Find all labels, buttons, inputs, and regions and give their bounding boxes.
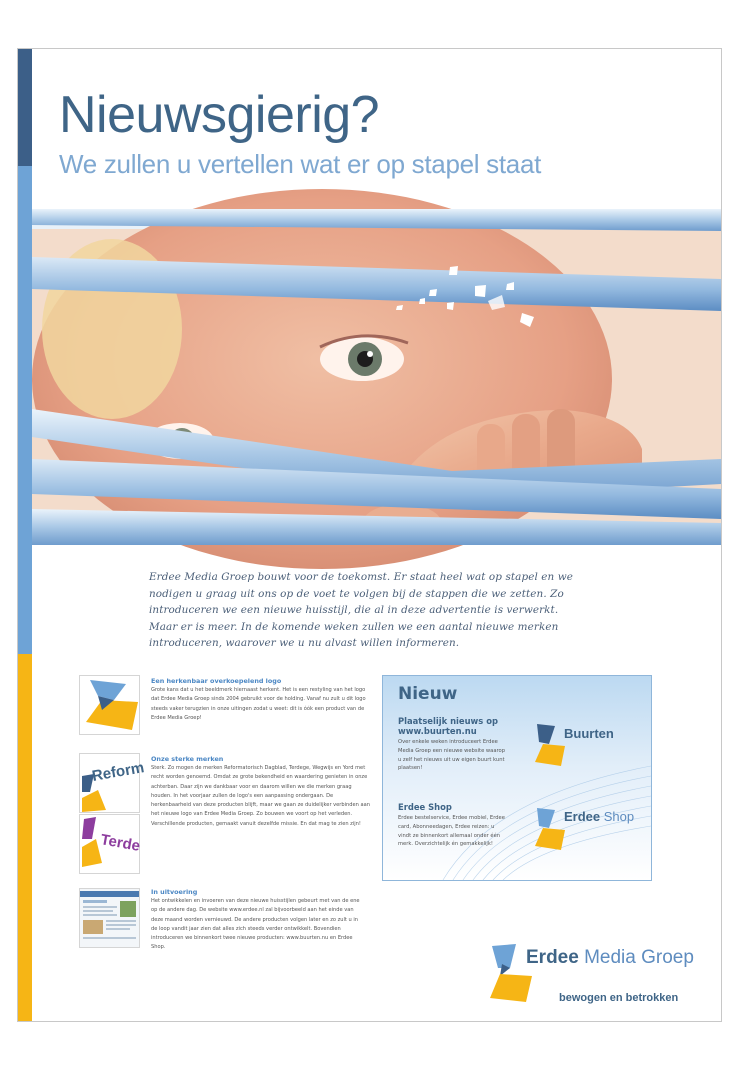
- item-progress-body: Het ontwikkelen en invoeren van deze nieuwe huisstijlen gebeurt met van de ene op de andere dag. De website www.erdee.nl zal bijvoorbeeld aan het einde van deze maand worden vernieuwd. De andere producten volgen later en zo zult u in de loop vandit jaar zien dat alles zich steeds verder ontwikkelt. Bovendien introduceren we binnenkort twee nieuwe producten: www.buurten.nu en Erdee Shop.: [151, 898, 360, 951]
- buurten-mark-icon: [533, 722, 567, 766]
- svg-text:Terde: Terde: [99, 831, 142, 855]
- item-progress-text: [151, 888, 363, 953]
- tagline: bewogen en betrokken: [559, 992, 679, 1004]
- side-bar-dark: [18, 49, 32, 166]
- side-bar-yellow: [18, 654, 32, 1021]
- terdege-thumbnail: [79, 814, 140, 874]
- side-bar-blue: [18, 166, 32, 654]
- shop-logo: Erdee Shop: [564, 809, 635, 824]
- headline: Nieuwsgierig?: [59, 86, 380, 144]
- shop-block: [398, 802, 508, 849]
- terdege-logo-icon: [80, 815, 142, 873]
- website-screenshot-icon: [80, 889, 139, 947]
- buurten-body: Over enkele weken introduceert Erdee Media Groep een nieuwe website waarop u zelf het nieuws uit uw eigen buurt kunt plaatsen!: [398, 739, 506, 772]
- item-progress-title: In uitvoering: [151, 888, 198, 896]
- nieuw-panel: [382, 675, 652, 881]
- item-brands-title: Onze sterke merken: [151, 755, 224, 763]
- subheadline: We zullen u vertellen wat er op stapel staat: [59, 149, 542, 179]
- hero-photo: [32, 209, 721, 545]
- shop-mark-icon: [533, 806, 567, 850]
- advertisement-page: [17, 48, 722, 1022]
- buurten-title: Plaatselijk nieuws op www.buurten.nu: [398, 716, 498, 736]
- buurten-block: [398, 716, 508, 773]
- reformatorisch-thumbnail: [79, 753, 146, 813]
- buurten-logo: Buurten: [564, 726, 614, 741]
- item-brands-body: Sterk. Zo mogen de merken Reformatorisch Dagblad, Terdege, Wegwijs en Yord met recht worden genoemd. Omdat ze grote bekendheid en waardering genieten in onze achterban. Daar zijn we dankbaar voor en daarom willen we die merken graag houden. In het voorjaar zullen de logo's een aanpassing ondergaan. De herkenbaarheid van deze producten blijft, maar we gaan ze duidelijker verbinden aan het nieuwe logo van Erdee Media Groep. Zo bouwen we voort op het verleden. Verschillende producten, gemaakt vanuit dezelfde missie. En dat mag te zien zijn!: [151, 765, 370, 827]
- nieuw-title: Nieuw: [398, 684, 458, 704]
- erdee-mark-icon: [80, 676, 139, 734]
- shop-title: Erdee Shop: [398, 802, 452, 812]
- logo-thumbnail: [79, 675, 140, 735]
- wave-lines-decoration: [383, 676, 651, 880]
- item-brands-text: [151, 755, 371, 829]
- erdee-logo-text: Erdee Media Groep: [526, 947, 694, 968]
- svg-text:Reform: Reform: [90, 759, 146, 785]
- website-thumbnail: [79, 888, 140, 948]
- intro-paragraph: Erdee Media Groep bouwt voor de toekomst. Er staat heel wat op stapel en we nodigen u graag uit ons op de voet te volgen bij de stappen die we zetten. Zo introduceren we een nieuwe huisstijl, die al in deze advertentie is verwerkt. Maar er is meer. In de komende weken zullen we een aantal nieuwe merken introduceren, waarover we u nu alvast willen informeren.: [149, 571, 573, 649]
- reformatorisch-logo-icon: [80, 754, 146, 812]
- shop-body: Erdee bestelservice, Erdee mobiel, Erdee card, Abonneedagen, Erdee reizen: u vindt ze binnenkort allemaal onder één merk. Overzichtelijk én gemakkelijk!: [398, 815, 505, 848]
- item-logo-text: [151, 677, 371, 723]
- item-logo-body: Grote kans dat u het beeldmerk hiernaast herkent. Het is een restyling van het logo dat Erdee Media Groep sinds 2004 gebruikt voor de holding. Vanaf nu zult u dit logo steeds vaker terugzien in onze uitingen zodat u weet: dit is óók een product van de Erdee Media Groep!: [151, 687, 366, 721]
- hero-illustration: [32, 209, 721, 545]
- item-logo-title: Een herkenbaar overkoepelend logo: [151, 677, 282, 685]
